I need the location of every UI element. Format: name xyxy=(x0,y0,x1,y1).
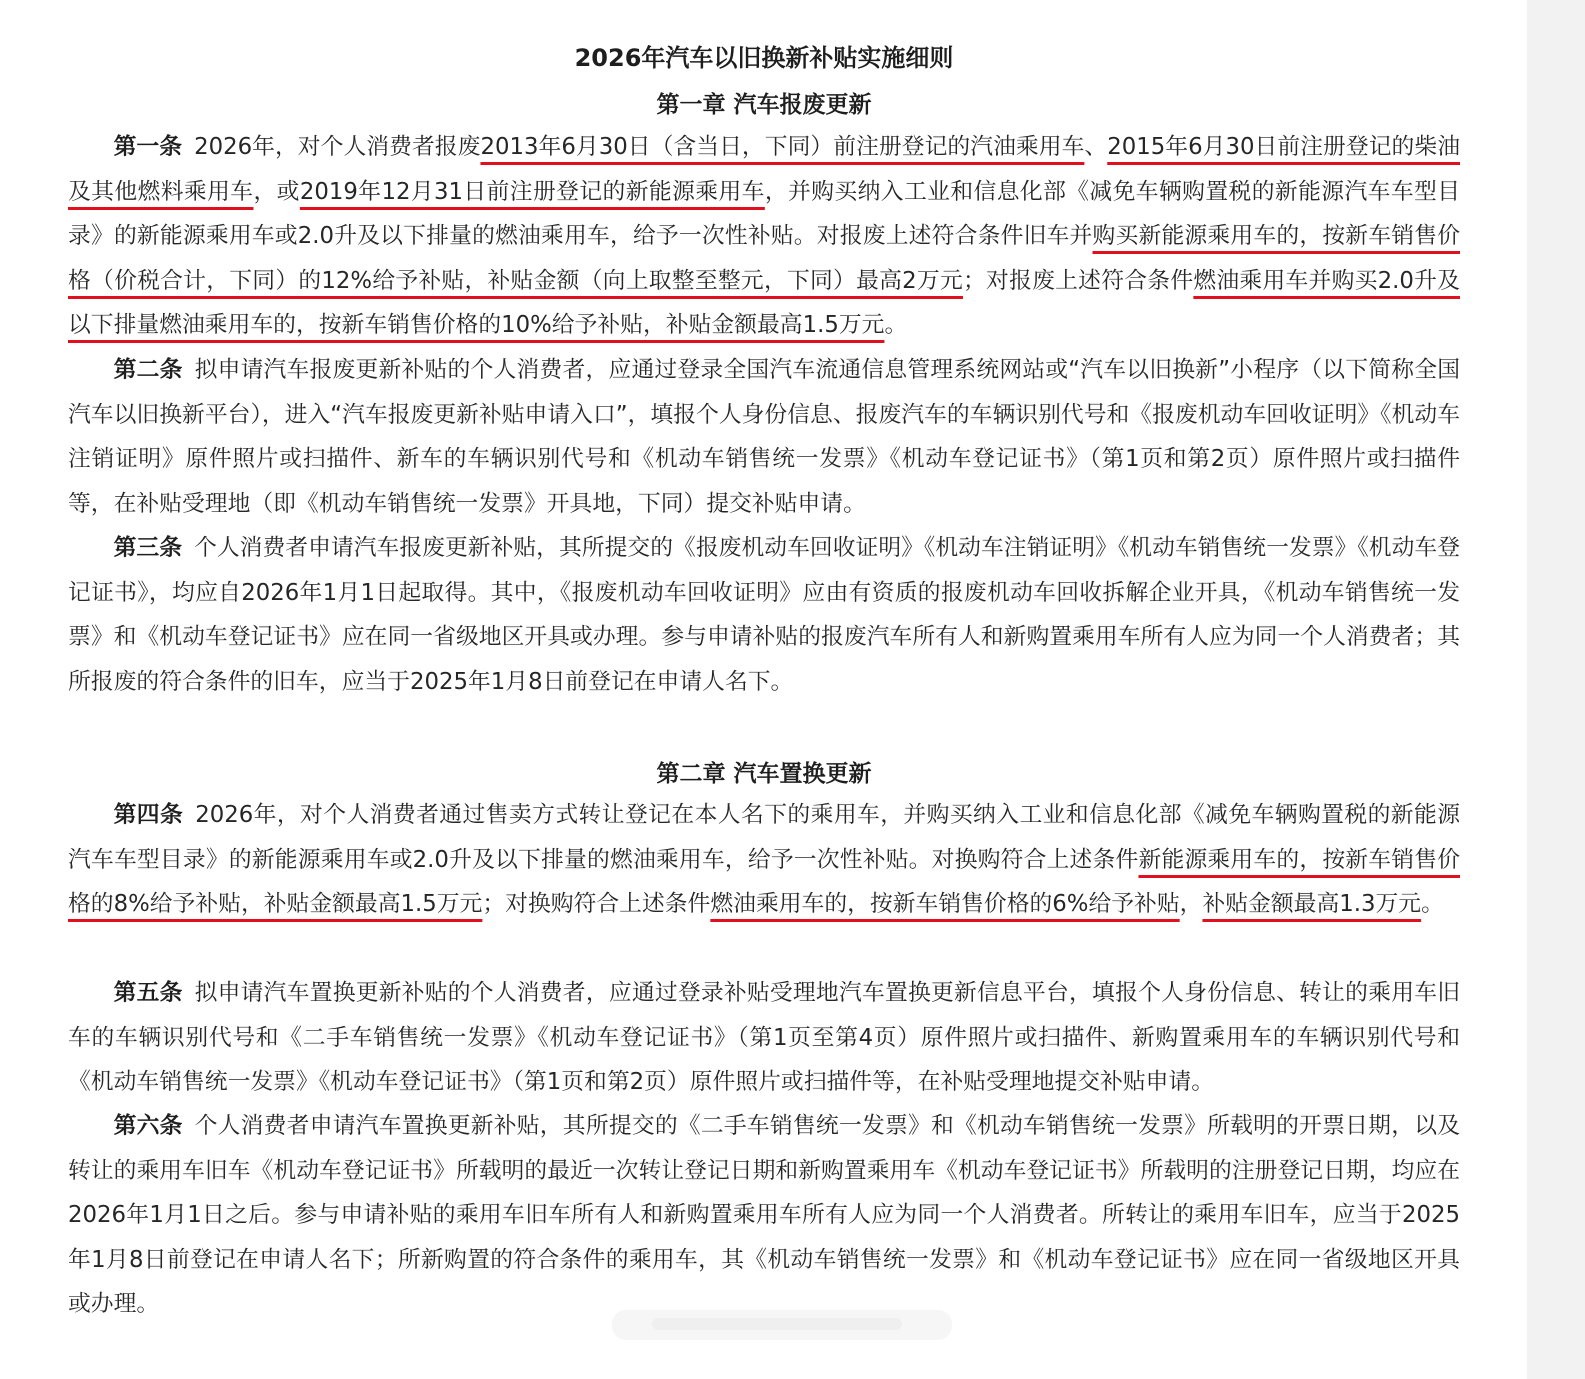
chapter-1-heading: 第一章 汽车报废更新 xyxy=(656,92,872,118)
document-title: 2026年汽车以旧换新补贴实施细则 xyxy=(574,44,954,72)
article-3-label: 第三条 xyxy=(113,535,183,561)
chapter-2-heading: 第二章 汽车置换更新 xyxy=(656,761,872,787)
article-6-label: 第六条 xyxy=(113,1113,183,1139)
article-4-text: 2026年，对个人消费者通过售卖方式转让登记在本人名下的乘用车，并购买纳入工业和信息化部《减免车辆购置税的新能源汽车车型目录》的新能源乘用车或2.0升及以下排量的燃油乘用车，给予一次性补贴。对换购符合上述条件 xyxy=(68,802,1460,873)
article-3-text: 个人消费者申请汽车报废更新补贴，其所提交的《报废机动车回收证明》《机动车注销证明》《机动车销售统一发票》《机动车登记证书》，均应自2026年1月1日起取得。其中，《报废机动车回收证明》应由有资质的报废机动车回收拆解企业开具，《机动车销售统一发票》和《机动车登记证书》应在同一省级地区开具或办理。参与申请补贴的报废汽车所有人和新购置乘用车所有人应为同一个人消费者；其所报废的符合条件的旧车，应当于2025年1月8日前登记在申请人名下。 xyxy=(68,535,1460,695)
article-1-text: ，或 xyxy=(253,178,300,205)
article-2-label: 第二条 xyxy=(113,357,183,383)
article-3 xyxy=(68,526,1460,704)
article-4-highlight: 补贴金额最高1.3万元 xyxy=(1202,891,1422,917)
article-5-label: 第五条 xyxy=(113,980,183,1006)
article-2 xyxy=(68,348,1460,526)
article-4-text: ， xyxy=(1179,891,1203,917)
article-5 xyxy=(68,971,1460,1105)
article-4 xyxy=(68,793,1460,927)
article-1-highlight: 2019年12月31日前注册登记的新能源乘用车 xyxy=(299,178,765,205)
article-1-highlight: 购买新能源乘用车的，按新车销售价格（价税合计，下同）的12%给予补贴，补贴金额（向上取整至整元，下同）最高2万元 xyxy=(68,223,1460,294)
article-1-label: 第一条 xyxy=(113,134,183,160)
article-6 xyxy=(68,1104,1460,1327)
article-2-text: 拟申请汽车报废更新补贴的个人消费者，应通过登录全国汽车流通信息管理系统网站或“汽车以旧换新”小程序（以下简称全国汽车以旧换新平台），进入“汽车报废更新补贴申请入口”，填报个人身份信息、报废汽车的车辆识别代号和《报废机动车回收证明》《机动车注销证明》原件照片或扫描件、新车的车辆识别代号和《机动车销售统一发票》《机动车登记证书》（第1页和第2页）原件照片或扫描件等，在补贴受理地（即《机动车销售统一发票》开具地，下同）提交补贴申请。 xyxy=(68,357,1461,517)
article-1-highlight: 2013年6月30日（含当日，下同）前注册登记的汽油乘用车 xyxy=(480,134,1085,160)
article-4-label: 第四条 xyxy=(113,802,184,828)
article-5-text: 拟申请汽车置换更新补贴的个人消费者，应通过登录补贴受理地汽车置换更新信息平台，填报个人身份信息、转让的乘用车旧车的车辆识别代号和《二手车销售统一发票》《机动车登记证书》（第1页至第4页）原件照片或扫描件、新购置乘用车的车辆识别代号和《机动车销售统一发票》《机动车登记证书》（第1页和第2页）原件照片或扫描件等，在补贴受理地提交补贴申请。 xyxy=(68,980,1461,1095)
watermark-smudge xyxy=(612,1300,952,1352)
article-1-text: 2026年，对个人消费者报废 xyxy=(194,134,481,160)
article-1 xyxy=(68,125,1460,348)
article-1-text: 、 xyxy=(1084,134,1108,160)
article-1-text: ；对报废上述符合条件 xyxy=(962,267,1194,294)
article-1-text: 。 xyxy=(884,312,908,338)
article-4-text: ；对换购符合上述条件 xyxy=(482,891,711,917)
article-1-highlight: 2015年6月30日前注册登记的柴油及其他燃料乘用车 xyxy=(68,134,1461,205)
article-1-text: ，并购买纳入工业和信息化部《减免车辆购置税的新能源汽车车型目录》的新能源乘用车或2.0升及以下排量的燃油乘用车，给予一次性补贴。对报废上述符合条件旧车并 xyxy=(68,178,1461,249)
article-1-highlight: 燃油乘用车并购买2.0升及以下排量燃油乘用车的，按新车销售价格的10%给予补贴，补贴金额最高1.5万元 xyxy=(68,267,1460,338)
article-6-text: 个人消费者申请汽车置换更新补贴，其所提交的《二手车销售统一发票》和《机动车销售统一发票》所载明的开票日期，以及转让的乘用车旧车《机动车登记证书》所载明的最近一次转让登记日期和新购置乘用车《机动车登记证书》所载明的注册登记日期，均应在2026年1月1日之后。参与申请补贴的乘用车旧车所有人和新购置乘用车所有人应为同一个人消费者。所转让的乘用车旧车，应当于2025年1月8日前登记在申请人名下；所新购置的符合条件的乘用车，其《机动车销售统一发票》和《机动车登记证书》应在同一省级地区开具或办理。 xyxy=(68,1113,1461,1317)
article-4-text: 。 xyxy=(1421,891,1444,917)
article-4-highlight: 新能源乘用车的，按新车销售价格的8%给予补贴，补贴金额最高1.5万元 xyxy=(68,846,1461,917)
article-4-highlight: 燃油乘用车的，按新车销售价格的6%给予补贴 xyxy=(710,891,1180,917)
right-margin-band xyxy=(1527,0,1585,1379)
